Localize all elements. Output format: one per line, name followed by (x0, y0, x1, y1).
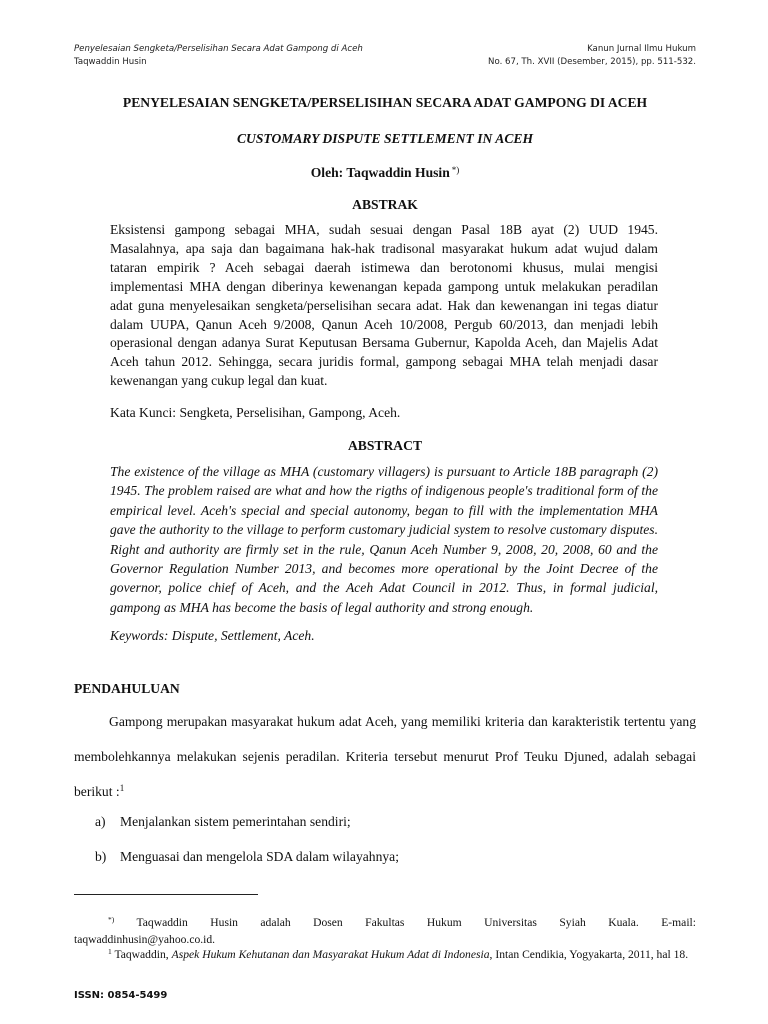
footnote-divider (74, 894, 258, 895)
list-item-text: Menjalankan sistem pemerintahan sendiri; (120, 814, 351, 829)
intro-paragraph (74, 704, 696, 811)
footnote-mark: *) (108, 915, 115, 924)
running-header-title: Penyelesaian Sengketa/Perselisihan Secara Adat Gampong di Aceh (74, 44, 363, 54)
abstract-heading: ABSTRACT (347, 438, 423, 453)
list-item (95, 814, 351, 830)
list-item (95, 849, 399, 865)
footnote-text: Taqwaddin Husin adalah Dosen Fakultas Hukum Universitas Syiah Kuala. E-mail: taqwaddinhusin@yahoo.co.id. (74, 916, 696, 947)
abstract-body: The existence of the village as MHA (customary villagers) is pursuant to Article 18B paragraph (2) 1945. The problem raised are what and how the rigths of indigenous people's traditional form of the empirical level. Aceh's special and special autonomy, began to fill with the implementation MHA gave the authority to the village to perform customary judicial system to resolve customary disputes. Right and authority are firmly set in the rule, Qanun Aceh Number 9, 2008, 20, 2008, 60 and the Governor Regulation Number 2013, and becomes more operational by the Joint Decree of the governor, police chief of Aceh, and the Aceh Adat Council in 2012. Thus, in formal judicial, gampong as MHA has become the basis of legal authority and strong enough. (110, 464, 658, 615)
running-header-journal: Kanun Jurnal Ilmu Hukum (587, 44, 696, 54)
paper-author (60, 165, 710, 181)
footnote-suffix: , Intan Cendikia, Yogyakarta, 2011, hal 18. (489, 948, 689, 961)
footnote-prefix: Taqwaddin, (114, 948, 172, 961)
running-header-issue: No. 67, Th. XVII (Desember, 2015), pp. 511-532. (488, 57, 696, 67)
author-footnote-mark: *) (451, 165, 460, 175)
footnote-reference (74, 947, 696, 964)
footnote-book-title: Aspek Hukum Kehutanan dan Masyarakat Hukum Adat di Indonesia (171, 948, 490, 961)
footnote-author (74, 915, 696, 949)
section-heading: PENDAHULUAN (74, 681, 180, 696)
intro-paragraph-text: Gampong merupakan masyarakat hukum adat Aceh, yang memiliki kriteria dan karakteristik tertentu yang membolehkannya melakukan sejenis peradilan. Kriteria tersebut menurut Prof Teuku Djuned, adalah sebagai berikut : (74, 714, 696, 799)
abstract-keywords: Keywords: Dispute, Settlement, Aceh. (110, 628, 315, 643)
paper-title: PENYELESAIAN SENGKETA/PERSELISIHAN SECARA ADAT GAMPONG DI ACEH (122, 95, 648, 110)
running-header-author: Taqwaddin Husin (74, 57, 147, 67)
author-name: Oleh: Taqwaddin Husin (310, 165, 450, 180)
list-marker: a) (95, 814, 106, 829)
list-marker: b) (95, 849, 107, 864)
abstrak-heading: ABSTRAK (352, 197, 418, 212)
footnote-mark: 1 (108, 947, 112, 956)
paper-subtitle: CUSTOMARY DISPUTE SETTLEMENT IN ACEH (236, 131, 534, 146)
footnote-ref: 1 (119, 783, 125, 793)
abstrak-keywords: Kata Kunci: Sengketa, Perselisihan, Gampong, Aceh. (110, 405, 401, 420)
issn-label: ISSN: 0854-5499 (74, 990, 168, 1001)
list-item-text: Menguasai dan mengelola SDA dalam wilayahnya; (120, 849, 399, 864)
abstrak-body: Eksistensi gampong sebagai MHA, sudah sesuai dengan Pasal 18B ayat (2) UUD 1945. Masalahnya, apa saja dan bagaimana hak-hak tradisonal masyarakat hukum adat wujud dalam tataran empirik ? Aceh sebagai daerah istimewa dan berotonomi khusus, mulai mengisi implementasi MHA dengan diberinya kewenangan kepada gampong untuk melakukan peradilan adat guna menyelesaikan sengketa/perselisihan secara adat. Hak dan kewenangan ini tegas diatur dalam UUPA, Qanun Aceh 9/2008, Qanun Aceh 10/2008, Pergub 60/2013, dan menjadi lebih operasional dengan adanya Surat Keputusan Bersama Gubernur, Kapolda Aceh, dan Majelis Adat Aceh tahun 2012. Sehingga, secara juridis formal, gampong sebagai MHA telah menjadi dasar kewenangan yang cukup legal dan kuat. (110, 222, 658, 389)
